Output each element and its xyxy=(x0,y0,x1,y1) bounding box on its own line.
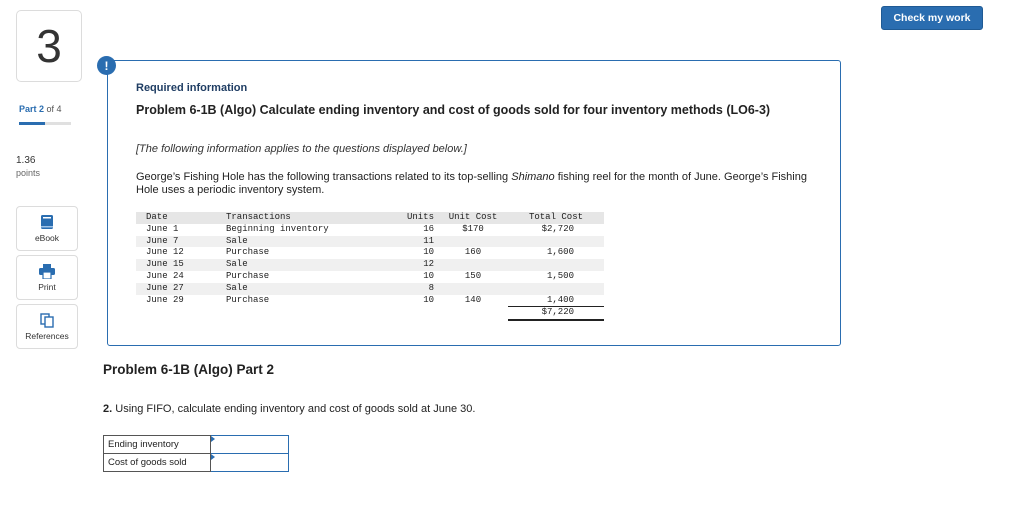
cell-transaction: Beginning inventory xyxy=(226,223,329,234)
cell-total-cost xyxy=(508,283,604,295)
cost-of-goods-sold-label: Cost of goods sold xyxy=(104,454,211,472)
cell-units: 10 xyxy=(423,270,434,281)
cell-total-cost: $2,720 xyxy=(541,223,574,234)
table-row xyxy=(136,295,604,307)
dropdown-marker-icon xyxy=(211,454,215,460)
part-progress-bar xyxy=(19,122,71,125)
question-number-label: 2. xyxy=(103,403,113,415)
part-progress-fill xyxy=(19,122,45,125)
required-info-heading: Required information xyxy=(136,82,248,94)
cell-unit-cost xyxy=(438,259,508,271)
problem-title: Problem 6-1B (Algo) Calculate ending inventory and cost of goods sold for four inventory methods (LO6-3) xyxy=(136,103,771,117)
print-label: Print xyxy=(38,281,56,292)
part-indicator xyxy=(19,104,62,114)
part-title: Problem 6-1B (Algo) Part 2 xyxy=(103,362,275,377)
cell-total-cost: 1,600 xyxy=(546,247,574,258)
cell-units: 10 xyxy=(423,294,434,305)
part-current: Part 2 xyxy=(19,104,45,114)
problem-intro xyxy=(136,171,816,197)
cell-date: June 15 xyxy=(136,259,222,271)
transactions-table xyxy=(136,212,604,321)
references-button[interactable] xyxy=(16,304,78,349)
ebook-button[interactable] xyxy=(16,206,78,251)
ending-inventory-cell xyxy=(211,436,289,454)
cell-transaction: Purchase xyxy=(226,270,270,281)
cell-total-cost: 1,500 xyxy=(546,270,574,281)
cell-units: 16 xyxy=(423,223,434,234)
answer-table xyxy=(103,435,289,472)
part-of: of 4 xyxy=(46,104,62,114)
cell-units: 12 xyxy=(392,259,438,271)
cell-transaction: Purchase xyxy=(226,294,270,305)
question-number: 3 xyxy=(16,10,82,82)
header-date: Date xyxy=(136,212,222,224)
cell-grand-total: $7,220 xyxy=(508,307,604,320)
table-header-row xyxy=(136,212,604,224)
header-transactions: Transactions xyxy=(222,212,392,224)
question-body: Using FIFO, calculate ending inventory and cost of goods sold at June 30. xyxy=(115,403,476,415)
applies-note: [The following information applies to the questions displayed below.] xyxy=(136,143,467,155)
cell-unit-cost: $170 xyxy=(462,223,484,234)
ending-inventory-input[interactable] xyxy=(211,436,288,453)
book-icon xyxy=(40,214,54,230)
print-button[interactable] xyxy=(16,255,78,300)
intro-text-end: fishing reel for the month of June. George’s Fishing Hole uses a periodic inventory system. xyxy=(136,171,807,196)
cell-unit-cost xyxy=(438,283,508,295)
printer-icon xyxy=(39,264,55,279)
points-label: points xyxy=(16,168,41,178)
table-row xyxy=(136,271,604,283)
ebook-label: eBook xyxy=(34,233,60,243)
table-row xyxy=(136,259,604,271)
cost-of-goods-sold-cell xyxy=(211,454,289,472)
table-row xyxy=(136,247,604,259)
question-text xyxy=(103,403,475,415)
cell-date: June 1 xyxy=(146,223,179,234)
cell-unit-cost: 140 xyxy=(464,294,482,305)
cell-date: June 29 xyxy=(146,294,184,305)
header-unit-cost: Unit Cost xyxy=(438,212,508,224)
answer-row-cogs xyxy=(104,454,289,472)
cell-transaction: Sale xyxy=(222,236,392,248)
header-total-cost: Total Cost xyxy=(508,212,604,224)
alert-icon: ! xyxy=(97,56,116,75)
intro-brand: Shimano xyxy=(511,171,555,183)
ending-inventory-label: Ending inventory xyxy=(104,436,211,454)
table-row xyxy=(136,283,604,295)
table-row xyxy=(136,224,604,236)
cell-date: June 24 xyxy=(146,270,184,281)
cell-transaction: Sale xyxy=(222,283,392,295)
intro-text-start: George’s Fishing Hole has the following transactions related to its top-selling xyxy=(136,171,512,183)
references-icon xyxy=(40,313,54,328)
table-row xyxy=(136,236,604,248)
cell-transaction: Purchase xyxy=(226,247,270,258)
table-total-row xyxy=(136,307,604,320)
answer-row-ending-inventory xyxy=(104,436,289,454)
cell-total-cost xyxy=(508,259,604,271)
cell-total-cost: 1,400 xyxy=(508,295,604,307)
dropdown-marker-icon xyxy=(211,436,215,442)
cell-units: 8 xyxy=(392,283,438,295)
cell-unit-cost: 160 xyxy=(464,247,482,258)
cost-of-goods-sold-input[interactable] xyxy=(211,454,288,471)
cell-date: June 7 xyxy=(136,236,222,248)
cell-date: June 27 xyxy=(136,283,222,295)
cell-total-cost xyxy=(508,236,604,248)
cell-date: June 12 xyxy=(146,247,184,258)
points-value: 1.36 xyxy=(16,155,36,166)
references-label: References xyxy=(25,330,69,341)
cell-unit-cost: 150 xyxy=(464,270,482,281)
cell-transaction: Sale xyxy=(222,259,392,271)
cell-units: 10 xyxy=(423,247,434,258)
check-my-work-button[interactable]: Check my work xyxy=(881,6,983,30)
header-units: Units xyxy=(392,212,438,224)
cell-unit-cost xyxy=(438,236,508,248)
cell-units: 11 xyxy=(392,236,438,248)
